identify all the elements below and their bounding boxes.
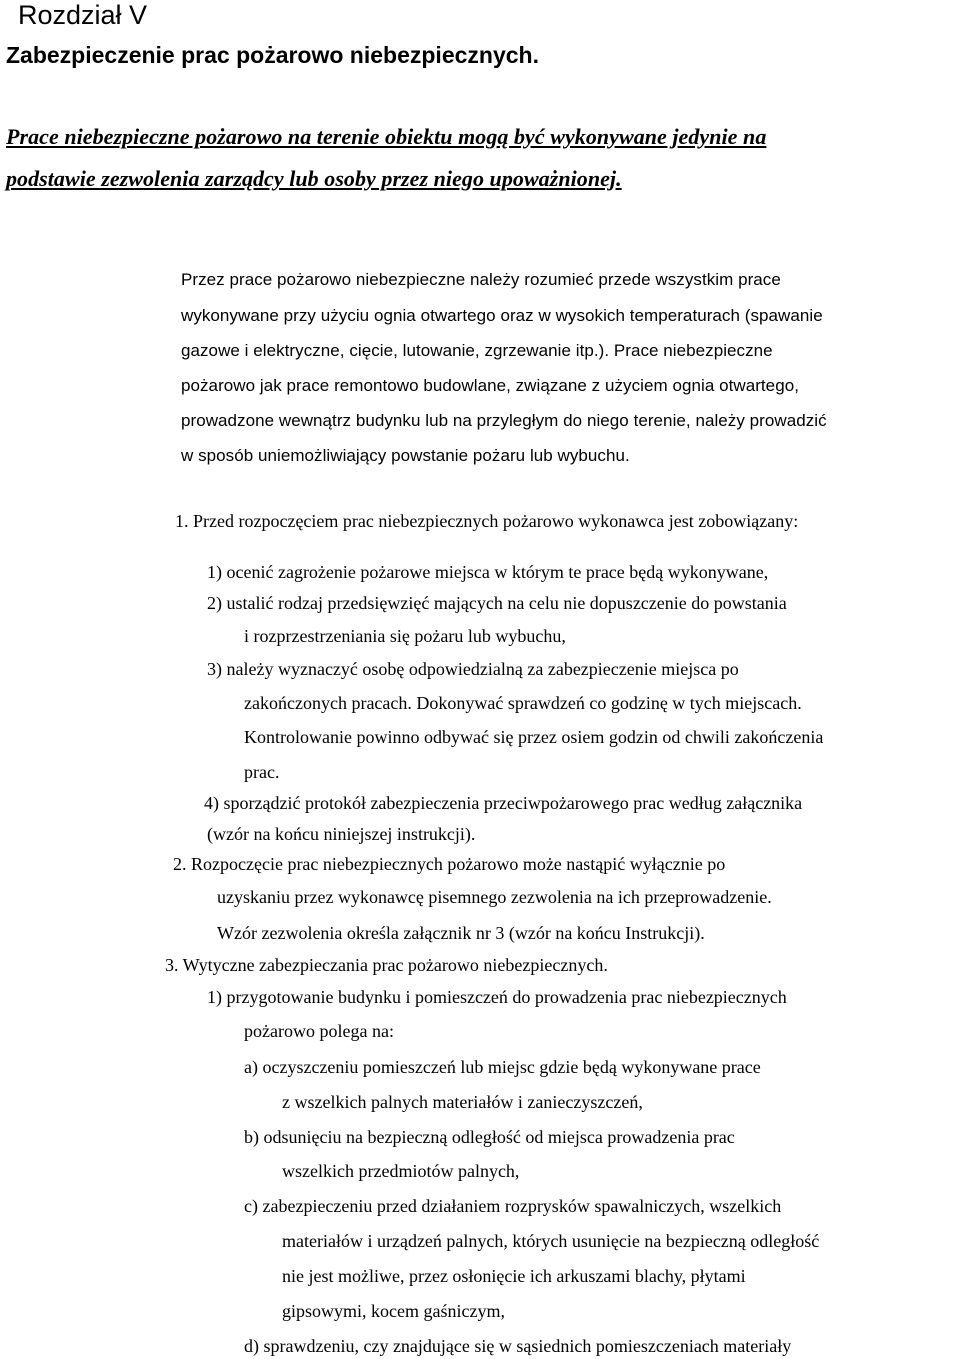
section-1-item-4: 4) sporządzić protokół zabezpieczenia przeciwpożarowego prac według załącznika bbox=[204, 793, 803, 813]
section-2-line-2: uzyskaniu przez wykonawcę pisemnego zezwolenia na ich przeprowadzenie. bbox=[217, 887, 772, 907]
section-3-subitem-a-continued: z wszelkich palnych materiałów i zanieczyszczeń, bbox=[282, 1092, 643, 1112]
section-3-heading: 3. Wytyczne zabezpieczania prac pożarowo niebezpiecznych. bbox=[165, 955, 608, 975]
section-3-subitem-a: a) oczyszczeniu pomieszczeń lub miejsc gdzie będą wykonywane prace bbox=[244, 1057, 761, 1077]
section-1-item-3-continued-3: prac. bbox=[244, 762, 280, 782]
section-2-line-3: Wzór zezwolenia określa załącznik nr 3 (wzór na końcu Instrukcji). bbox=[217, 923, 705, 943]
chapter-title: Rozdział V bbox=[18, 0, 148, 30]
section-1-item-3-continued-1: zakończonych pracach. Dokonywać sprawdzeń co godzinę w tych miejscach. bbox=[244, 693, 802, 713]
section-1-item-3: 3) należy wyznaczyć osobę odpowiedzialną za zabezpieczenie miejsca po bbox=[207, 659, 739, 679]
intro-line-3: gazowe i elektryczne, cięcie, lutowanie, zgrzewanie itp.). Prace niebezpieczne bbox=[181, 341, 773, 360]
section-3-subitem-c-continued-1: materiałów i urządzeń palnych, których usunięcie na bezpieczną odległość bbox=[282, 1231, 820, 1251]
permit-notice-line-1: Prace niebezpieczne pożarowo na terenie obiektu mogą być wykonywane jedynie na bbox=[6, 124, 767, 149]
section-title: Zabezpieczenie prac pożarowo niebezpiecznych. bbox=[6, 42, 539, 68]
section-3-subitem-c-continued-3: gipsowymi, kocem gaśniczym, bbox=[282, 1301, 505, 1321]
permit-notice-line-2: podstawie zezwolenia zarządcy lub osoby przez niego upoważnionej. bbox=[6, 166, 622, 191]
section-3-item-1: 1) przygotowanie budynku i pomieszczeń do prowadzenia prac niebezpiecznych bbox=[207, 987, 787, 1007]
intro-line-6: w sposób uniemożliwiający powstanie pożaru lub wybuchu. bbox=[181, 446, 630, 465]
section-1-item-4-continued: (wzór na końcu niniejszej instrukcji). bbox=[207, 824, 476, 844]
section-3-subitem-c-continued-2: nie jest możliwe, przez osłonięcie ich arkuszami blachy, płytami bbox=[282, 1266, 746, 1286]
section-3-subitem-b-continued: wszelkich przedmiotów palnych, bbox=[282, 1161, 520, 1181]
section-2-heading: 2. Rozpoczęcie prac niebezpiecznych pożarowo może nastąpić wyłącznie po bbox=[173, 854, 726, 874]
section-3-item-1-continued: pożarowo polega na: bbox=[244, 1021, 394, 1041]
intro-line-1: Przez prace pożarowo niebezpieczne należy rozumieć przede wszystkim prace bbox=[181, 270, 781, 289]
section-1-item-1: 1) ocenić zagrożenie pożarowe miejsca w którym te prace będą wykonywane, bbox=[207, 562, 769, 582]
section-3-subitem-c: c) zabezpieczeniu przed działaniem rozprysków spawalniczych, wszelkich bbox=[244, 1196, 782, 1216]
section-3-subitem-d: d) sprawdzeniu, czy znajdujące się w sąsiednich pomieszczeniach materiały bbox=[244, 1336, 792, 1356]
intro-line-4: pożarowo jak prace remontowo budowlane, związane z użyciem ognia otwartego, bbox=[181, 376, 799, 395]
intro-line-2: wykonywane przy użyciu ognia otwartego oraz w wysokich temperaturach (spawanie bbox=[181, 306, 823, 325]
section-3-subitem-b: b) odsunięciu na bezpieczną odległość od miejsca prowadzenia prac bbox=[244, 1127, 735, 1147]
section-1-item-2-continued: i rozprzestrzeniania się pożaru lub wybuchu, bbox=[244, 626, 566, 646]
section-1-heading: 1. Przed rozpoczęciem prac niebezpiecznych pożarowo wykonawca jest zobowiązany: bbox=[175, 511, 799, 531]
section-1-item-3-continued-2: Kontrolowanie powinno odbywać się przez osiem godzin od chwili zakończenia bbox=[244, 727, 824, 747]
intro-line-5: prowadzone wewnątrz budynku lub na przyległym do niego terenie, należy prowadzić bbox=[181, 411, 827, 430]
section-1-item-2: 2) ustalić rodzaj przedsięwzięć mających na celu nie dopuszczenie do powstania bbox=[207, 593, 787, 613]
